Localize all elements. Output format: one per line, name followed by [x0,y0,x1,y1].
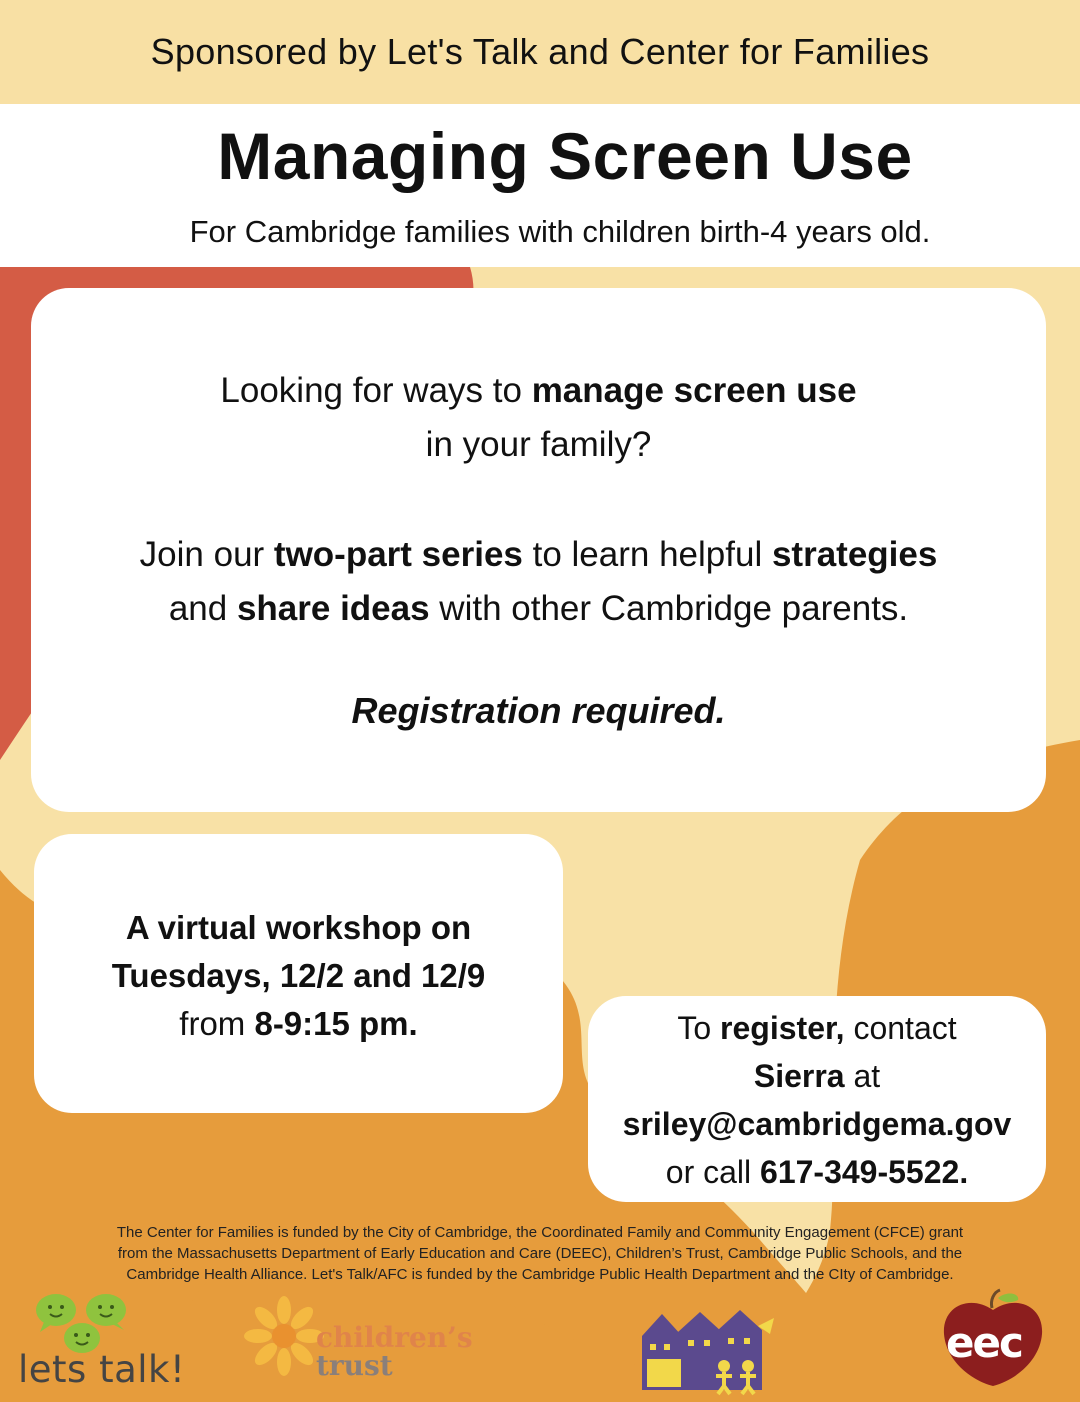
lets-talk-text: lets talk! [18,1348,186,1391]
childrens-trust-line-2: trust [316,1349,393,1382]
contact-card [588,996,1046,1202]
sponsor-banner [0,0,1080,104]
school-buildings-logo [640,1306,780,1396]
sunflower-icon [244,1296,324,1376]
schedule-line-1: A virtual workshop on [125,909,472,946]
registration-note: Registration required. [351,690,726,731]
header [0,104,1080,267]
series-text-1: Join our [139,535,274,574]
lets-talk-logo [18,1290,208,1390]
page-title: Managing Screen Use [217,119,913,193]
series-bold-1: two-part series [273,535,523,574]
series-text-2: to learn helpful [522,535,772,574]
school-buildings-icon [640,1306,780,1396]
contact-word: contact [844,1010,957,1046]
series-bold-2: strategies [771,535,938,574]
sponsor-text: Sponsored by Let's Talk and Center for Families [150,31,930,72]
contact-name: Sierra [753,1058,845,1094]
contact-register: register, [720,1010,845,1046]
series-text-3: and [168,589,237,628]
contact-email-link[interactable]: sriley@cambridgema.gov [622,1106,1012,1142]
schedule-from: from [179,1005,255,1042]
childrens-trust-logo [244,1296,494,1396]
childrens-trust-line-1: children’s [316,1321,473,1354]
contact-at: at [844,1058,881,1094]
contact-to: To [677,1010,721,1046]
series-text-4: with other Cambridge parents. [429,589,909,628]
schedule-line-2: Tuesdays, 12/2 and 12/9 [111,957,486,994]
series-description [31,528,1046,636]
intro-bold: manage screen use [531,371,857,410]
series-bold-3: share ideas [236,589,430,628]
schedule-text [34,904,563,1048]
contact-text [578,1004,1056,1196]
contact-call: or call [665,1154,761,1190]
funding-statement: The Center for Families is funded by the City of Cambridge, the Coordinated Family and Community Engagement (CFCE) grant from the Massachusetts Department of Early Education and Care (DEEC), Children’s Trust, Cambridge Public Schools, and the Cambridge Health Alliance. Let's Talk/AFC is funded by the Cambridge Public Health Department and the CIty of Cambridge. [116,1224,964,1283]
intro-question [31,364,1046,472]
page-subtitle: For Cambridge families with children birth-4 years old. [189,214,931,249]
childrens-trust-text [316,1321,473,1382]
eec-text: eec [946,1318,1022,1367]
contact-phone-link[interactable]: 617-349-5522. [760,1154,969,1190]
schedule-card [34,834,563,1113]
eec-logo [940,1288,1046,1388]
intro-text-2: in your family? [425,425,652,464]
intro-text: Looking for ways to [220,371,532,410]
schedule-time: 8-9:15 pm. [254,1005,418,1042]
intro-card [31,288,1046,812]
